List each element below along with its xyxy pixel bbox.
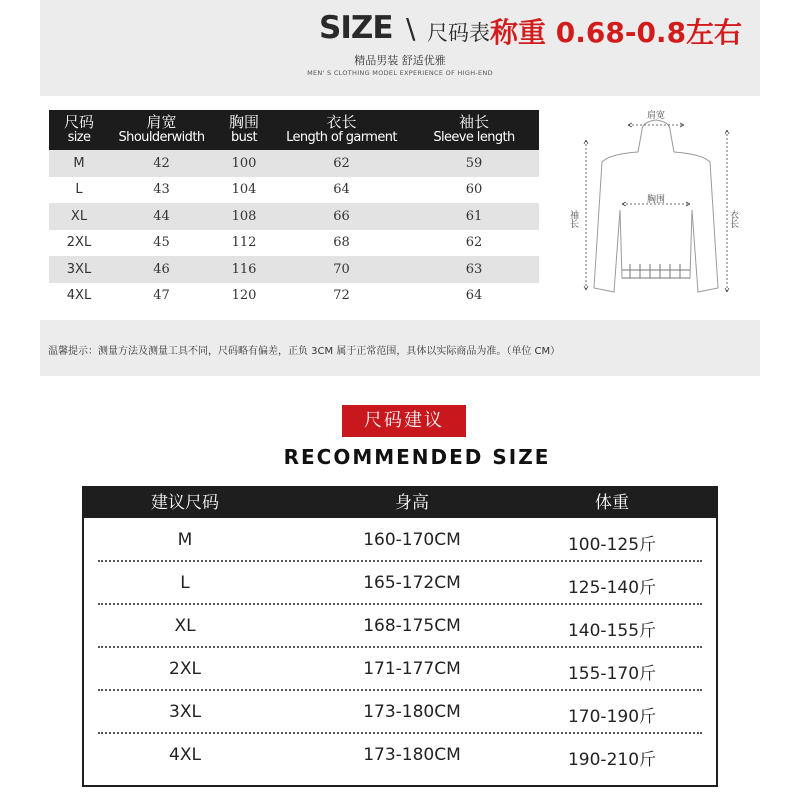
cell-weight: 100-125斤 bbox=[567, 535, 657, 555]
cell-size: XL bbox=[49, 203, 109, 230]
recommended-size-title: RECOMMENDED SIZE bbox=[283, 445, 551, 469]
cell-sleeve: 59 bbox=[409, 150, 539, 177]
table-row bbox=[98, 561, 702, 605]
col-header-shoulder: 肩宽 Shoulderwidth bbox=[109, 110, 214, 150]
cell-size: M bbox=[49, 150, 109, 177]
cell-bust: 108 bbox=[214, 203, 274, 230]
table-row bbox=[49, 230, 539, 257]
cell-height: 165-172CM bbox=[363, 573, 461, 593]
cell-length: 68 bbox=[333, 235, 350, 251]
subtitle-en: MEN' S CLOTHING MODEL EXPERIENCE OF HIGH-END bbox=[307, 69, 493, 77]
cell-height: 173-180CM bbox=[363, 702, 461, 722]
size-table bbox=[49, 110, 539, 309]
cell-length: 64 bbox=[333, 182, 350, 198]
cell-size: 3XL bbox=[49, 256, 109, 283]
col-header-sleeve: 袖长 Sleeve length bbox=[409, 110, 539, 150]
col-header-bust: 胸围 bust bbox=[214, 110, 274, 150]
cell-weight: 155-170斤 bbox=[567, 664, 657, 684]
cell-bust: 116 bbox=[214, 256, 274, 283]
diagram-bust-label: 胸围 bbox=[646, 195, 666, 205]
cell-shoulder: 47 bbox=[153, 288, 170, 304]
col-header-length: 衣长 Length of garment bbox=[274, 110, 409, 150]
col-header-weight: 体重 bbox=[595, 493, 629, 513]
table-row bbox=[98, 604, 702, 648]
cell-sleeve: 60 bbox=[465, 182, 483, 198]
subtitle-cn: 精品男装 舒适优雅 bbox=[354, 54, 446, 67]
table-row bbox=[98, 733, 702, 775]
table-row bbox=[98, 690, 702, 734]
table-row bbox=[49, 256, 539, 283]
cell-bust: 120 bbox=[231, 288, 257, 304]
cell-size: L bbox=[180, 573, 190, 593]
cell-height: 168-175CM bbox=[363, 616, 461, 636]
cell-shoulder: 43 bbox=[153, 182, 170, 198]
cell-size: M bbox=[177, 530, 193, 550]
cell-bust: 112 bbox=[231, 235, 257, 251]
cell-height: 173-180CM bbox=[363, 745, 461, 765]
cell-sleeve: 62 bbox=[465, 235, 483, 251]
recommend-table-header bbox=[84, 488, 716, 518]
cell-size: 2XL bbox=[169, 659, 201, 679]
cell-shoulder: 45 bbox=[153, 235, 170, 251]
cell-length: 72 bbox=[333, 288, 350, 304]
col-header-size: 尺码 size bbox=[49, 110, 109, 150]
col-header-advised-size: 建议尺码 bbox=[151, 493, 219, 513]
measurement-tip: 温馨提示：测量方法及测量工具不同，尺码略有偏差，正负 3CM 属于正常范围，具体以实际商品为准。（单位 CM） bbox=[48, 346, 561, 357]
size-table-header bbox=[49, 110, 539, 150]
cell-sleeve: 63 bbox=[409, 256, 539, 283]
recommend-table bbox=[82, 486, 718, 787]
cell-weight: 190-210斤 bbox=[567, 750, 657, 770]
size-advice-badge: 尺码建议 bbox=[342, 405, 466, 437]
cell-weight: 140-155斤 bbox=[567, 621, 657, 641]
cell-length: 66 bbox=[274, 203, 409, 230]
cell-weight: 170-190斤 bbox=[567, 707, 657, 727]
cell-height: 171-177CM bbox=[363, 659, 461, 679]
diagram-sleeve-label: 袖长 bbox=[568, 210, 578, 228]
table-row bbox=[49, 203, 539, 230]
size-chart-panel bbox=[40, 0, 760, 376]
cell-size: L bbox=[75, 182, 83, 198]
cell-shoulder: 46 bbox=[109, 256, 214, 283]
size-heading-slash: \ bbox=[406, 12, 416, 45]
title-row bbox=[40, 8, 760, 48]
table-row bbox=[49, 283, 539, 310]
garment-diagram bbox=[530, 100, 760, 300]
table-row bbox=[49, 177, 539, 204]
diagram-length-label: 衣长 bbox=[728, 210, 738, 228]
table-row bbox=[98, 518, 702, 562]
cell-shoulder: 44 bbox=[109, 203, 214, 230]
col-header-height: 身高 bbox=[395, 493, 429, 513]
cell-height: 160-170CM bbox=[363, 530, 461, 550]
cell-sleeve: 64 bbox=[465, 288, 483, 304]
weight-note: 称重 0.68-0.8左右 bbox=[490, 16, 743, 49]
diagram-shoulder-label: 肩宽 bbox=[646, 111, 666, 121]
cell-bust: 100 bbox=[214, 150, 274, 177]
cell-size: 4XL bbox=[169, 745, 201, 765]
table-row bbox=[98, 647, 702, 691]
cell-length: 70 bbox=[274, 256, 409, 283]
cell-bust: 104 bbox=[231, 182, 257, 198]
cell-size: XL bbox=[174, 616, 196, 636]
cell-sleeve: 61 bbox=[409, 203, 539, 230]
cell-shoulder: 42 bbox=[109, 150, 214, 177]
table-row bbox=[49, 150, 539, 177]
size-heading: SIZE bbox=[319, 10, 393, 46]
cell-length: 62 bbox=[274, 150, 409, 177]
cell-weight: 125-140斤 bbox=[567, 578, 657, 598]
size-chart-cn: 尺码表 bbox=[427, 21, 490, 45]
cell-size: 3XL bbox=[169, 702, 201, 722]
cell-size: 4XL bbox=[66, 288, 92, 304]
cell-size: 2XL bbox=[66, 235, 92, 251]
